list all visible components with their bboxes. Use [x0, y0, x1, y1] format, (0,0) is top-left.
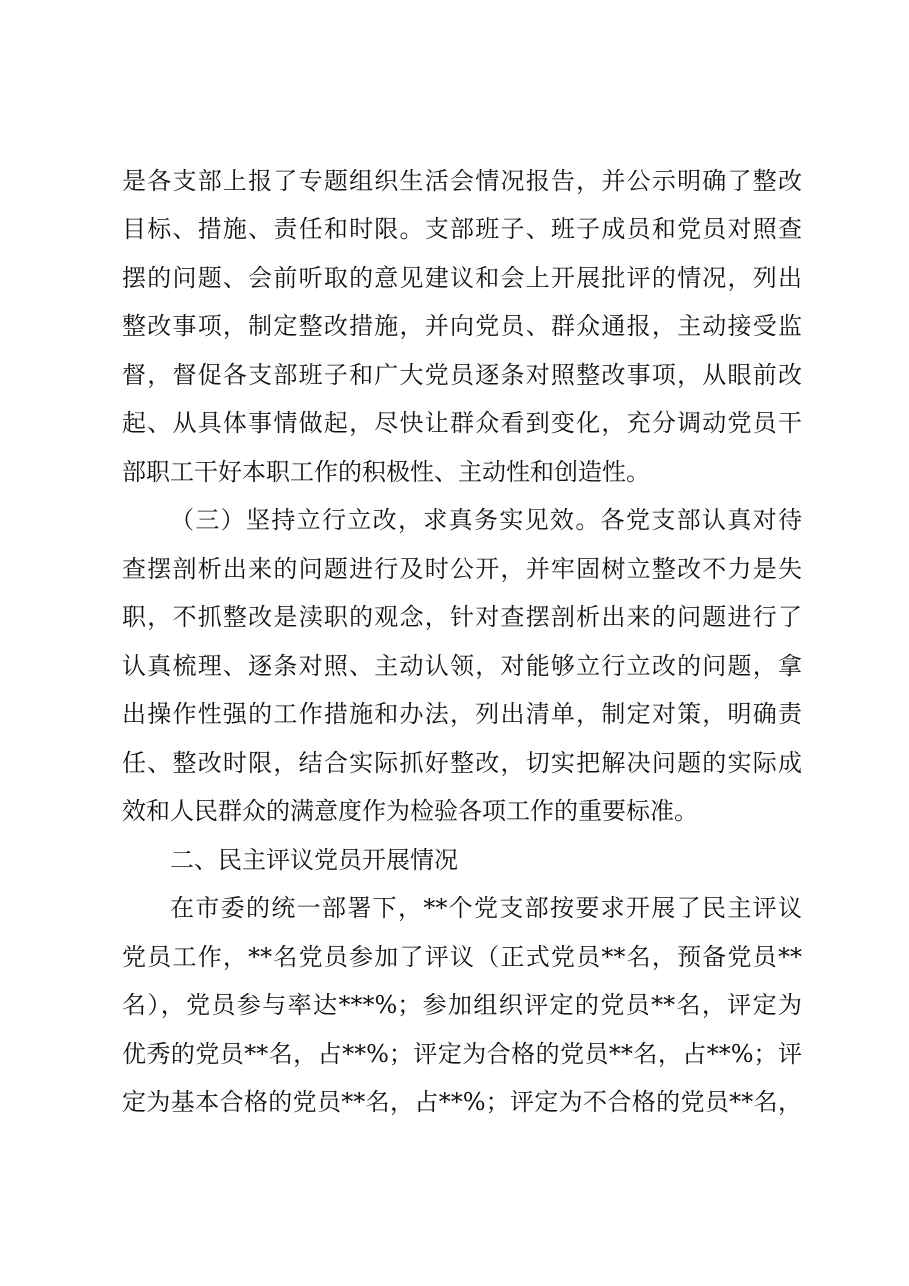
paragraph-line: 党员工作，**名党员参加了评议（正式党员**名，预备党员** [122, 943, 802, 971]
paragraph-line: 整改事项，制定整改措施，并向党员、群众通报，主动接受监 [122, 312, 802, 340]
paragraph-line: 认真梳理、逐条对照、主动认领，对能够立行立改的问题，拿 [122, 652, 802, 680]
paragraph-line: 查摆剖析出来的问题进行及时公开，并牢固树立整改不力是失 [122, 555, 802, 583]
paragraph-line: 是各支部上报了专题组织生活会情况报告，并公示明确了整改 [122, 167, 802, 195]
paragraph-line: 职，不抓整改是渎职的观念，针对查摆剖析出来的问题进行了 [122, 603, 802, 631]
paragraph-line: 名），党员参与率达***%；参加组织评定的党员**名，评定为 [122, 991, 802, 1019]
paragraph-line: 定为基本合格的党员**名，占**%；评定为不合格的党员**名， [122, 1088, 802, 1116]
paragraph-line: 优秀的党员**名，占**%；评定为合格的党员**名，占**%；评 [122, 1040, 802, 1068]
paragraph-line: 目标、措施、责任和时限。支部班子、班子成员和党员对照查 [122, 215, 802, 243]
paragraph-line: 出操作性强的工作措施和办法，列出清单，制定对策，明确责 [122, 700, 802, 728]
paragraph-line: 摆的问题、会前听取的意见建议和会上开展批评的情况，列出 [122, 264, 802, 292]
paragraph-line: 督，督促各支部班子和广大党员逐条对照整改事项，从眼前改 [122, 361, 802, 389]
section-heading-line: （三）坚持立行立改，求真务实见效。各党支部认真对待 [170, 506, 802, 534]
paragraph-line: 起、从具体事情做起，尽快让群众看到变化，充分调动党员干 [122, 409, 802, 437]
paragraph-line: 效和人民群众的满意度作为检验各项工作的重要标准。 [122, 797, 698, 825]
section-title: 二、民主评议党员开展情况 [170, 846, 458, 874]
paragraph-line: 部职工干好本职工作的积极性、主动性和创造性。 [122, 458, 650, 486]
paragraph-line: 在市委的统一部署下，**个党支部按要求开展了民主评议 [170, 894, 802, 922]
paragraph-line: 任、整改时限，结合实际抓好整改，切实把解决问题的实际成 [122, 749, 802, 777]
